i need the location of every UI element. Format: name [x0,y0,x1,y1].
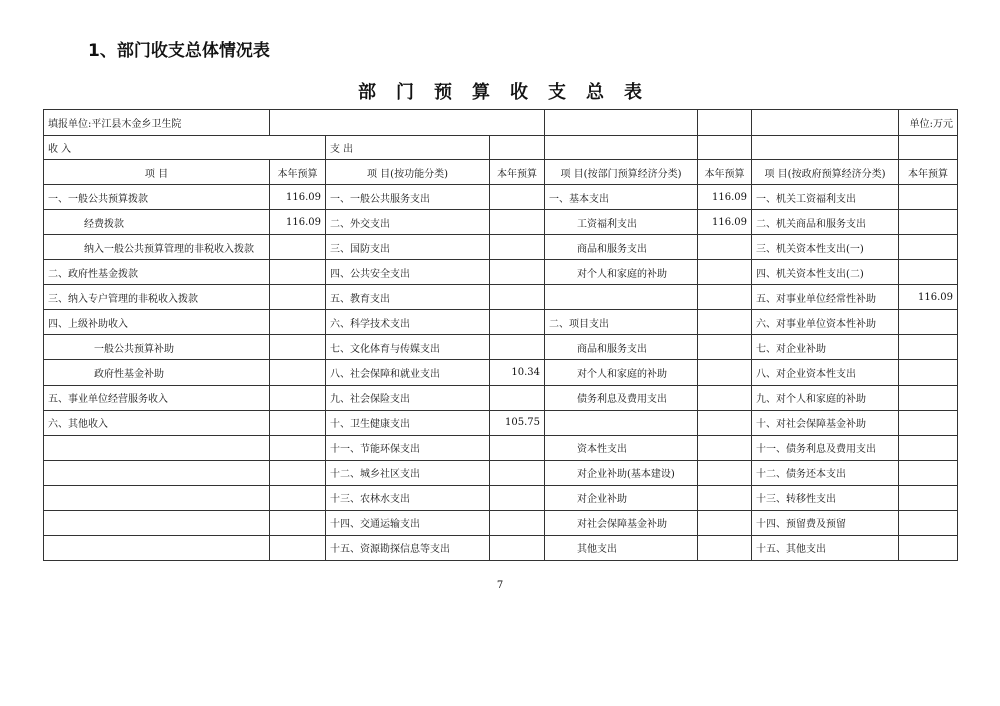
func-item: 九、社会保险支出 [326,385,490,410]
dept-item: 对个人和家庭的补助 [545,260,698,285]
blank-cell [698,136,752,160]
income-budget [270,535,326,560]
col-dept-header: 项 目(按部门预算经济分类) [545,160,698,185]
gov-budget [899,385,958,410]
func-budget: 105.75 [490,410,545,435]
gov-budget [899,185,958,210]
dept-item [545,285,698,310]
income-budget [270,310,326,335]
table-title: 部门预算收支总表 [358,82,662,103]
table-row [44,260,958,285]
dept-item: 商品和服务支出 [545,235,698,260]
col-budget-header: 本年预算 [698,160,752,185]
func-item: 十四、交通运输支出 [326,510,490,535]
gov-budget [899,210,958,235]
func-budget [490,310,545,335]
dept-budget [698,435,752,460]
blank-cell [490,136,545,160]
gov-item: 一、机关工资福利支出 [752,185,899,210]
gov-budget [899,235,958,260]
blank-cell [752,136,899,160]
currency-unit: 单位:万元 [899,110,958,136]
table-row [44,335,958,360]
table-row [44,460,958,485]
col-budget-header: 本年预算 [899,160,958,185]
dept-budget [698,460,752,485]
dept-item [545,410,698,435]
gov-budget: 116.09 [899,285,958,310]
dept-budget [698,385,752,410]
gov-budget [899,310,958,335]
income-budget [270,460,326,485]
func-budget [490,460,545,485]
table-row [44,485,958,510]
income-item: 六、其他收入 [44,410,270,435]
income-budget [270,435,326,460]
gov-budget [899,335,958,360]
func-item: 十一、节能环保支出 [326,435,490,460]
col-budget-header: 本年预算 [270,160,326,185]
dept-budget [698,260,752,285]
dept-item: 债务利息及费用支出 [545,385,698,410]
func-budget [490,385,545,410]
gov-item: 十一、债务利息及费用支出 [752,435,899,460]
gov-item: 四、机关资本性支出(二) [752,260,899,285]
dept-budget [698,235,752,260]
income-item: 经费拨款 [44,210,270,235]
income-budget [270,360,326,385]
func-budget [490,535,545,560]
section-heading: 1、部门收支总体情况表 [88,41,270,61]
gov-budget [899,435,958,460]
income-item: 三、纳入专户管理的非税收入拨款 [44,285,270,310]
dept-budget: 116.09 [698,210,752,235]
func-budget [490,285,545,310]
gov-item: 六、对事业单位资本性补助 [752,310,899,335]
income-budget: 116.09 [270,210,326,235]
income-budget [270,485,326,510]
func-item: 十五、资源勘探信息等支出 [326,535,490,560]
func-item: 三、国防支出 [326,235,490,260]
table-row [44,210,958,235]
gov-budget [899,260,958,285]
gov-item: 八、对企业资本性支出 [752,360,899,385]
func-budget [490,485,545,510]
func-budget [490,260,545,285]
dept-budget [698,410,752,435]
filing-unit: 填报单位:平江县木金乡卫生院 [44,110,270,136]
table-row [44,410,958,435]
func-item: 十、卫生健康支出 [326,410,490,435]
table-row [44,510,958,535]
blank-cell [698,110,752,136]
income-item [44,435,270,460]
gov-item: 三、机关资本性支出(一) [752,235,899,260]
expense-section-label: 支 出 [326,136,490,160]
income-item: 二、政府性基金拨款 [44,260,270,285]
col-item-header: 项 目 [44,160,270,185]
dept-item: 对企业补助 [545,485,698,510]
dept-item: 二、项目支出 [545,310,698,335]
table-row [44,185,958,210]
dept-budget [698,285,752,310]
header-row-unit [44,110,958,136]
dept-item: 对企业补助(基本建设) [545,460,698,485]
dept-item: 其他支出 [545,535,698,560]
func-budget [490,335,545,360]
header-row-columns [44,160,958,185]
dept-budget [698,335,752,360]
income-section-label: 收 入 [44,136,326,160]
gov-budget [899,410,958,435]
income-item: 一般公共预算补助 [44,335,270,360]
income-item [44,510,270,535]
income-item: 政府性基金补助 [44,360,270,385]
gov-item: 九、对个人和家庭的补助 [752,385,899,410]
func-item: 八、社会保障和就业支出 [326,360,490,385]
gov-budget [899,510,958,535]
gov-item: 二、机关商品和服务支出 [752,210,899,235]
func-item: 二、外交支出 [326,210,490,235]
func-budget [490,510,545,535]
blank-cell [899,136,958,160]
dept-item: 对个人和家庭的补助 [545,360,698,385]
dept-budget [698,485,752,510]
income-budget [270,260,326,285]
income-item: 纳入一般公共预算管理的非税收入拨款 [44,235,270,260]
table-row [44,285,958,310]
income-budget: 116.09 [270,185,326,210]
func-item: 五、教育支出 [326,285,490,310]
gov-item: 五、对事业单位经常性补助 [752,285,899,310]
func-budget [490,435,545,460]
table-row [44,535,958,560]
col-gov-header: 项 目(按政府预算经济分类) [752,160,899,185]
dept-item: 一、基本支出 [545,185,698,210]
income-budget [270,335,326,360]
gov-budget [899,360,958,385]
header-row-sections [44,136,958,160]
income-item [44,460,270,485]
income-item [44,485,270,510]
income-budget [270,410,326,435]
income-item [44,535,270,560]
dept-budget [698,360,752,385]
gov-budget [899,535,958,560]
func-item: 四、公共安全支出 [326,260,490,285]
func-budget [490,210,545,235]
func-budget: 10.34 [490,360,545,385]
func-item: 七、文化体育与传媒支出 [326,335,490,360]
dept-budget: 116.09 [698,185,752,210]
dept-budget [698,510,752,535]
blank-cell [270,110,545,136]
income-budget [270,385,326,410]
income-budget [270,235,326,260]
table-row [44,435,958,460]
gov-item: 十三、转移性支出 [752,485,899,510]
func-budget [490,235,545,260]
income-item: 五、事业单位经营服务收入 [44,385,270,410]
income-budget [270,510,326,535]
func-item: 六、科学技术支出 [326,310,490,335]
income-item: 一、一般公共预算拨款 [44,185,270,210]
gov-item: 七、对企业补助 [752,335,899,360]
dept-item: 对社会保障基金补助 [545,510,698,535]
func-item: 十二、城乡社区支出 [326,460,490,485]
func-item: 一、一般公共服务支出 [326,185,490,210]
blank-cell [545,110,698,136]
col-budget-header: 本年预算 [490,160,545,185]
table-row [44,360,958,385]
gov-budget [899,485,958,510]
blank-cell [545,136,698,160]
table-row [44,385,958,410]
budget-summary-table [43,109,958,561]
gov-item: 十二、债务还本支出 [752,460,899,485]
page-number: 7 [496,580,504,591]
dept-budget [698,535,752,560]
blank-cell [752,110,899,136]
dept-item: 资本性支出 [545,435,698,460]
table-row [44,235,958,260]
table-row [44,310,958,335]
gov-item: 十四、预留费及预留 [752,510,899,535]
income-item: 四、上级补助收入 [44,310,270,335]
dept-item: 工资福利支出 [545,210,698,235]
gov-budget [899,460,958,485]
func-item: 十三、农林水支出 [326,485,490,510]
func-budget [490,185,545,210]
gov-item: 十、对社会保障基金补助 [752,410,899,435]
gov-item: 十五、其他支出 [752,535,899,560]
dept-budget [698,310,752,335]
income-budget [270,285,326,310]
dept-item: 商品和服务支出 [545,335,698,360]
col-func-header: 项 目(按功能分类) [326,160,490,185]
